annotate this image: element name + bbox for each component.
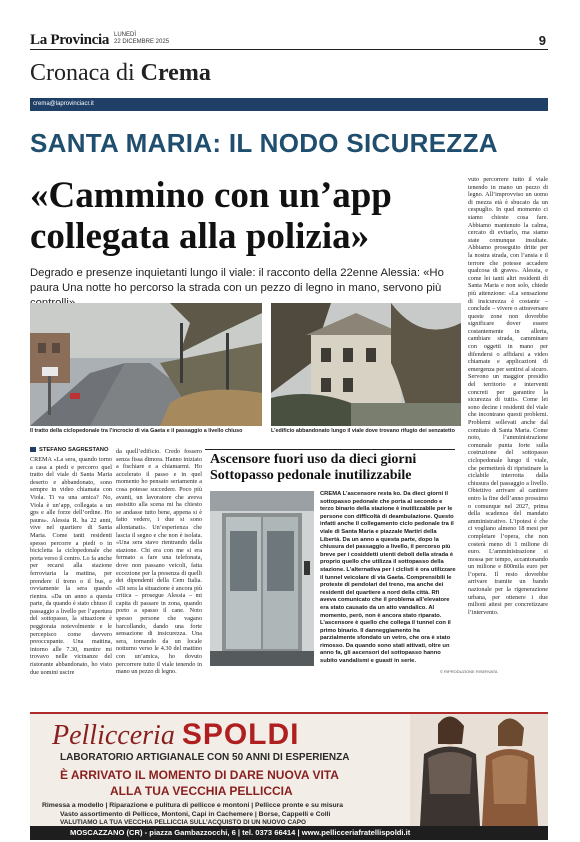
ad-tagline: LABORATORIO ARTIGIANALE CON 50 ANNI DI ESPERIENZA bbox=[60, 752, 350, 763]
section-bar-fill bbox=[30, 98, 548, 111]
ad-contact-footer[interactable]: MOSCAZZANO (CR) - piazza Gambazzocchi, 6 | tel. 0373 66414 | www.pellicceriafratellispoldi.it bbox=[30, 826, 548, 840]
box-body bbox=[320, 491, 456, 666]
ad-assortment-line: Vasto assortimento di Pellicce, Montoni, Capi in Cachemere | Borse, Cappelli e Colli bbox=[60, 811, 331, 818]
box-body-text: CREMA L’ascensore resta ko. Da dieci giorni il sottopasso pedonale che porta al secondo e terzo binario della stazione è inutilizzabile per le persone con difficoltà di deambulazione. Questo infatti anche il collegamento ciclo pedonale tra il viale di Santa Maria e piazzale Martiri della Libertà. Da un anno a questa parte, dopo la chiusura del passaggio a livello, il percorso più breve per i cosiddetti utenti deboli della strada è proprio quello che utilizza il sottopasso della stazione. L’alternativa per i ciclisti è ora utilizzare il tunnel veicolare di via Gaeta. Comprensibili le proteste di pendolari del treno, ma anche dei residenti del quartiere a nord della città. Rfi aveva comunicato che il problema all’elevatore era stato causato da un atto vandalico. Al momento, però, non è ancora stato riparato. L’ascensore è quello che collega il tunnel con il primo binario. Il danneggiamento ha parzialmente sfondato un vetro, che ora è stato rimosso. Da quando sono stati attivati, oltre un anno fa, gli ascensori del sottopasso hanno subito vandalismi e guasti in serie. bbox=[320, 491, 456, 665]
photo-abandoned-building-caption: L’edificio abbandonato lungo il viale dove trovano rifugio dei senzatetto bbox=[271, 428, 455, 434]
byline-author: STEFANO SAGRESTANO bbox=[39, 447, 109, 453]
article-subheadline: Degrado e presenze inquietanti lungo il viale: il racconto della 22enne Alessia: «Ho paura Una notte ho percorso la strada con un pezzo di legno in mano, servono più bbox=[30, 267, 444, 294]
ad-services-line: Rimessa a modello | Riparazione e pulitura di pellicce e montoni | Pellicce pronte e su misura bbox=[42, 802, 344, 809]
page-number: 9 bbox=[538, 33, 546, 48]
photo-cycle-path bbox=[30, 303, 262, 426]
section-prefix: Cronaca di bbox=[30, 60, 135, 86]
newspaper-logo: La Provincia bbox=[30, 32, 110, 48]
issue-weekday: LUNEDÌ bbox=[114, 32, 137, 38]
article-headline: «Cammino con un’app collegata alla polizia» bbox=[30, 175, 392, 257]
article-kicker: SANTA MARIA: IL NODO SICUREZZA bbox=[30, 128, 498, 158]
ad-valuation-line: VALUTIAMO LA TUA VECCHIA PELLICCIA SULL’ACQUISTO DI UN NUOVO CAPO bbox=[60, 819, 306, 826]
box-headline: Ascensore fuori uso da dieci giorni Sottopasso pedonale inutilizzabile bbox=[210, 452, 417, 483]
issue-full-date: 22 DICEMBRE 2025 bbox=[114, 39, 170, 45]
ad-claim-line2: ALLA TUA VECCHIA PELLICCIA bbox=[110, 784, 293, 798]
photo-elevator bbox=[210, 491, 314, 666]
ad-brand bbox=[52, 718, 300, 752]
copyright-notice: © RIPRODUZIONE RISERVATA bbox=[440, 669, 498, 674]
photo-abandoned-building bbox=[271, 303, 461, 426]
section-email[interactable]: crema@laprovinciacr.it bbox=[33, 101, 94, 107]
ad-claim-line1: È ARRIVATO IL MOMENTO DI DARE NUOVA VITA bbox=[60, 768, 339, 782]
article-column-right-top bbox=[468, 176, 548, 616]
section-title bbox=[30, 60, 211, 87]
ad-models-image bbox=[410, 714, 548, 826]
header-divider bbox=[30, 49, 548, 50]
article-column-2 bbox=[116, 448, 202, 706]
section-name: Crema bbox=[140, 60, 211, 86]
byline bbox=[30, 447, 108, 453]
issue-date bbox=[114, 32, 169, 46]
box-divider bbox=[205, 449, 455, 450]
article-col3-text: vuto percorrere tutto il viale tenendo in mano un pezzo di legno. All’improvviso un uomo di mezza età è sbucato da un cespuglio. In quel momento ci siamo chieste cosa fare. Abbiamo mantenuto la calma, cercato di evitarlo, ma siamo state comunque insultate. Abbiamo proseguito dritte per la nostra strada, con l’ansia e il terrore che potesse accadere qualcosa di grave». Alessia, e come lei tanti altri residenti di Santa Maria e non solo, chiede più attenzione: «La sensazione di insicurezza è costante – conclude – vivere o attraversare queste zone non dovrebbe significare dover essere costantemente in allerta, cambiare strada, camminare con oggetti in mano per difendersi o affidarsi a video chiamate e applicazioni di emergenza per sentirsi al sicuro. Servono un maggior presidio del territorio e interventi concreti per garantire la sicurezza di tutti». Come lei sono decine i residenti del viale che incontrano questi problemi. Problemi sollevati anche dal comitato di Santa Maria. Come noto, l’amministrazione comunale punta forte sulla costruzione del sottopasso ciclopedonale lungo il viale, che permetterà di ripristinare la ciclabile interrotta dalla chiusura del passaggio a livello. Obiettivo arrivare al cantiere entro la fine dell’anno prossimo o comunque nel 2027, prima della scadenza del mandato amministrativo. L’ipotesi è che ci vogliano almeno 18 mesi per completare l’opera, che non costerà meno di 1 milione di euro. L’amministrazione si mossa per tempo, accantonando un milione e 800mila euro per l’opera. Il resto dovrebbe arrivare tramite un bando nazionale per la rigenerazione urbana, per ottenere i due milioni attesi per concretizzare l’intervento. bbox=[468, 176, 548, 616]
photo-cycle-path-caption: Il tratto della ciclopedonale tra l’incrocio di via Gaeta e il passaggio a livello chiuso bbox=[30, 428, 243, 434]
section-bar bbox=[30, 98, 548, 111]
byline-marker bbox=[30, 447, 36, 452]
article-col1-text: CREMA «La sera, quando torno a casa a piedi e percorro quel tratto del viale di Santa Maria deserto e abbandonato, sono sempre in video chiamata con Viola. Ti va una amica? No, Viola è un’app, collegata a un gps e alle forze dell’ordine. Ho paura». Alessia R. ha 22 anni, vive nel quartiere di Santa Maria. Come tanti residenti spesso percorre a piedi o in bicicletta la ciclopedonale che porta verso il centro. Lo fa anche per recarsi alla stazione ferroviaria la mattina, per prendere il treno o il bus, e ovviamente la sera quando rientra. «Da un anno a questa parte, da quando è stato chiuso il passaggio a livello per l’apertura del sottopasso, la situazione è peggiorata notevolmente e le percepisco come davvero preoccupante. Una mattina, intorno alle 7.30, mentre mi trovavo nelle vicinanze del ristorante abbandonato, ho visto due uomini uscire bbox=[30, 456, 112, 676]
ad-brand-name: SPOLDI bbox=[181, 718, 300, 751]
article-column-1 bbox=[30, 456, 112, 706]
ad-brand-script: Pellicceria bbox=[52, 720, 175, 751]
article-col2-text: da quell’edificio. Credo fossero senza fissa dimora. Hanno iniziato a fischiare e a chiamarmi. Ho accelerato il passo e in quel momento ho pensato seriamente a cosa potesse succedere. Poco più avanti, un lavoratore che aveva assistito alla scena mi ha chiesto se andasse tutto bene, appena si è fatto vedere, i due si sono allontanati». Un’esperienza che lascia il segno e che non è isolata. «Una sera stavo rientrando dalla stazione. Chi era con me si era fermato a fare una telefonata, dove non passano veicoli, fatta eccezione per la presenza di quelli dei dipendenti della Cem Italia. «Di sera la situazione è ancora più critica – prosegue Alessia – mi capita di passare in zona, quando porto a spasso il cane. Noto spesso persone che vagano barcollando, dando una forte sensazione di insicurezza. Una sera, tornando da un locale notturno verso le 4.30 del mattino con un’amica, ho dovuto percorrere tutto il viale tenendo in mano un pezzo di legno. bbox=[116, 448, 202, 676]
